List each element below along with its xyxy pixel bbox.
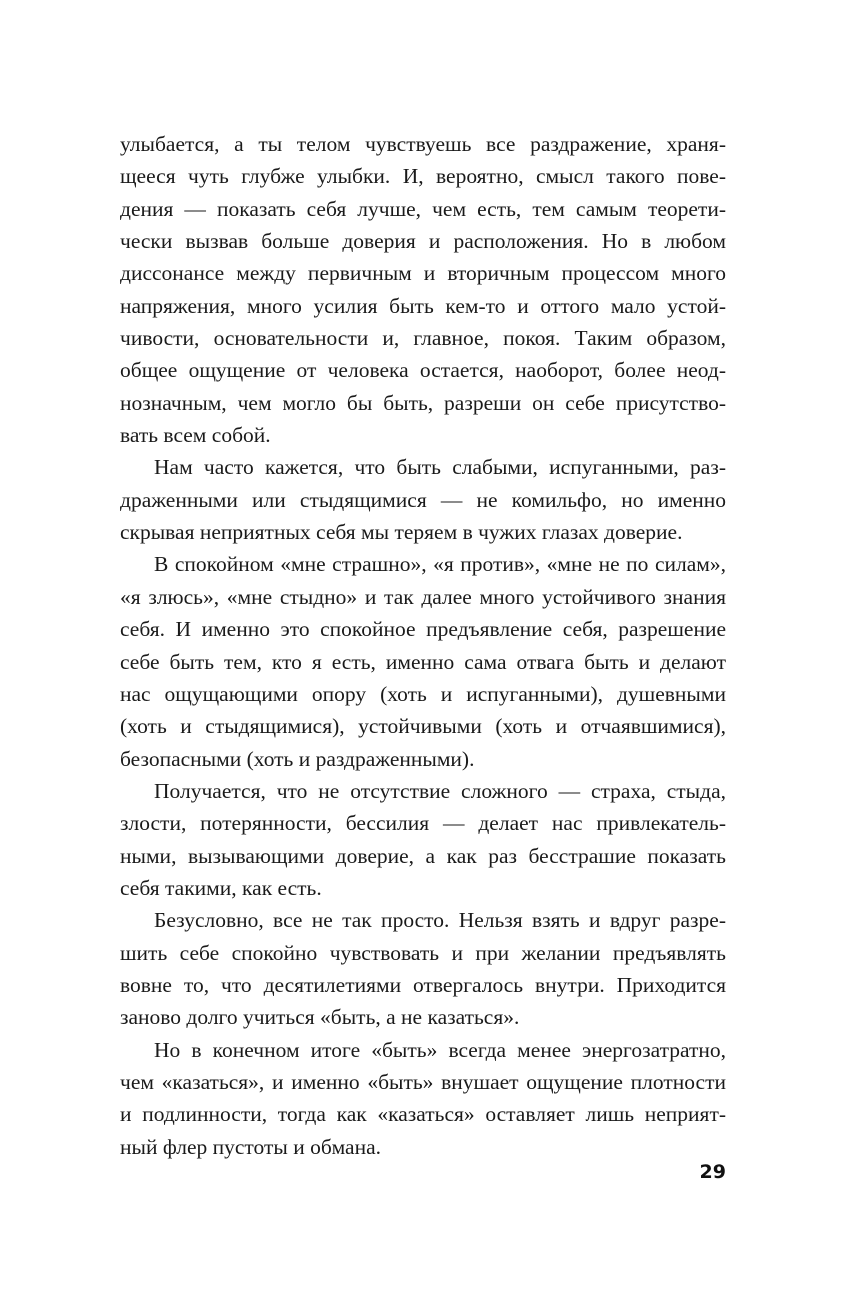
text-line: себе быть тем, кто я есть, именно сама отвага быть и делают: [120, 649, 726, 674]
text-line: ными, вызывающими доверие, а как раз бесстрашие показать: [120, 843, 726, 868]
text-line: улыбается, а ты телом чувствуешь все раздражение, храня-: [120, 132, 726, 156]
text-line: Получается, что не отсутствие сложного — страха, стыда,: [154, 778, 726, 803]
text-line: шить себе спокойно чувствовать и при желании предъявлять: [120, 940, 726, 965]
body-text: [120, 128, 726, 1163]
text-line: ный флер пустоты и обмана.: [120, 1134, 382, 1159]
paragraph: [120, 1034, 726, 1163]
text-line: себя. И именно это спокойное предъявление себя, разрешение: [120, 617, 726, 642]
text-line: чески вызвав больше доверия и расположения. Но в любом: [120, 229, 726, 254]
text-line: нозначным, чем могло бы быть, разреши он себе присутство-: [120, 390, 726, 415]
paragraph: [120, 548, 726, 774]
text-line: нас ощущающими опору (хоть и испуганными), душевными: [120, 681, 726, 706]
paragraph: [120, 904, 726, 1033]
paragraph: [120, 451, 726, 548]
page-number: 29: [699, 1161, 726, 1183]
text-line: заново долго учиться «быть, а не казаться».: [120, 1005, 520, 1030]
text-line: безопасными (хоть и раздраженными).: [120, 746, 475, 771]
text-line: и подлинности, тогда как «казаться» оставляет лишь неприят-: [120, 1102, 726, 1127]
text-line: диссонансе между первичным и вторичным процессом много: [120, 261, 726, 286]
text-line: щееся чуть глубже улыбки. И, вероятно, смысл такого пове-: [120, 164, 726, 189]
paragraph: [120, 775, 726, 904]
text-line: В спокойном «мне страшно», «я против», «мне не по силам»,: [154, 552, 726, 577]
text-line: злости, потерянности, бессилия — делает нас привлекатель-: [120, 811, 726, 836]
text-line: «я злюсь», «мне стыдно» и так далее много устойчивого знания: [120, 584, 726, 609]
text-line: Безусловно, все не так просто. Нельзя взять и вдруг разре-: [154, 908, 726, 933]
text-line: вать всем собой.: [120, 423, 271, 448]
paragraph: [120, 128, 726, 451]
text-line: себя такими, как есть.: [120, 875, 322, 900]
text-line: скрывая неприятных себя мы теряем в чужих глазах доверие.: [120, 520, 683, 545]
text-line: Но в конечном итоге «быть» всегда менее энергозатратно,: [154, 1037, 726, 1062]
text-line: Нам часто кажется, что быть слабыми, испуганными, раз-: [154, 455, 726, 480]
text-line: чивости, основательности и, главное, покоя. Таким образом,: [120, 326, 726, 351]
text-line: дения — показать себя лучше, чем есть, тем самым теорети-: [120, 196, 726, 221]
text-line: (хоть и стыдящимися), устойчивыми (хоть и отчаявшимися),: [120, 714, 726, 739]
text-line: драженными или стыдящимися — не комильфо, но именно: [120, 487, 726, 512]
text-line: чем «казаться», и именно «быть» внушает ощущение плотности: [120, 1069, 726, 1094]
text-line: напряжения, много усилия быть кем-то и оттого мало устой-: [120, 293, 726, 318]
text-line: общее ощущение от человека остается, наоборот, более неод-: [120, 358, 726, 383]
text-line: вовне то, что десятилетиями отвергалось внутри. Приходится: [120, 972, 726, 997]
